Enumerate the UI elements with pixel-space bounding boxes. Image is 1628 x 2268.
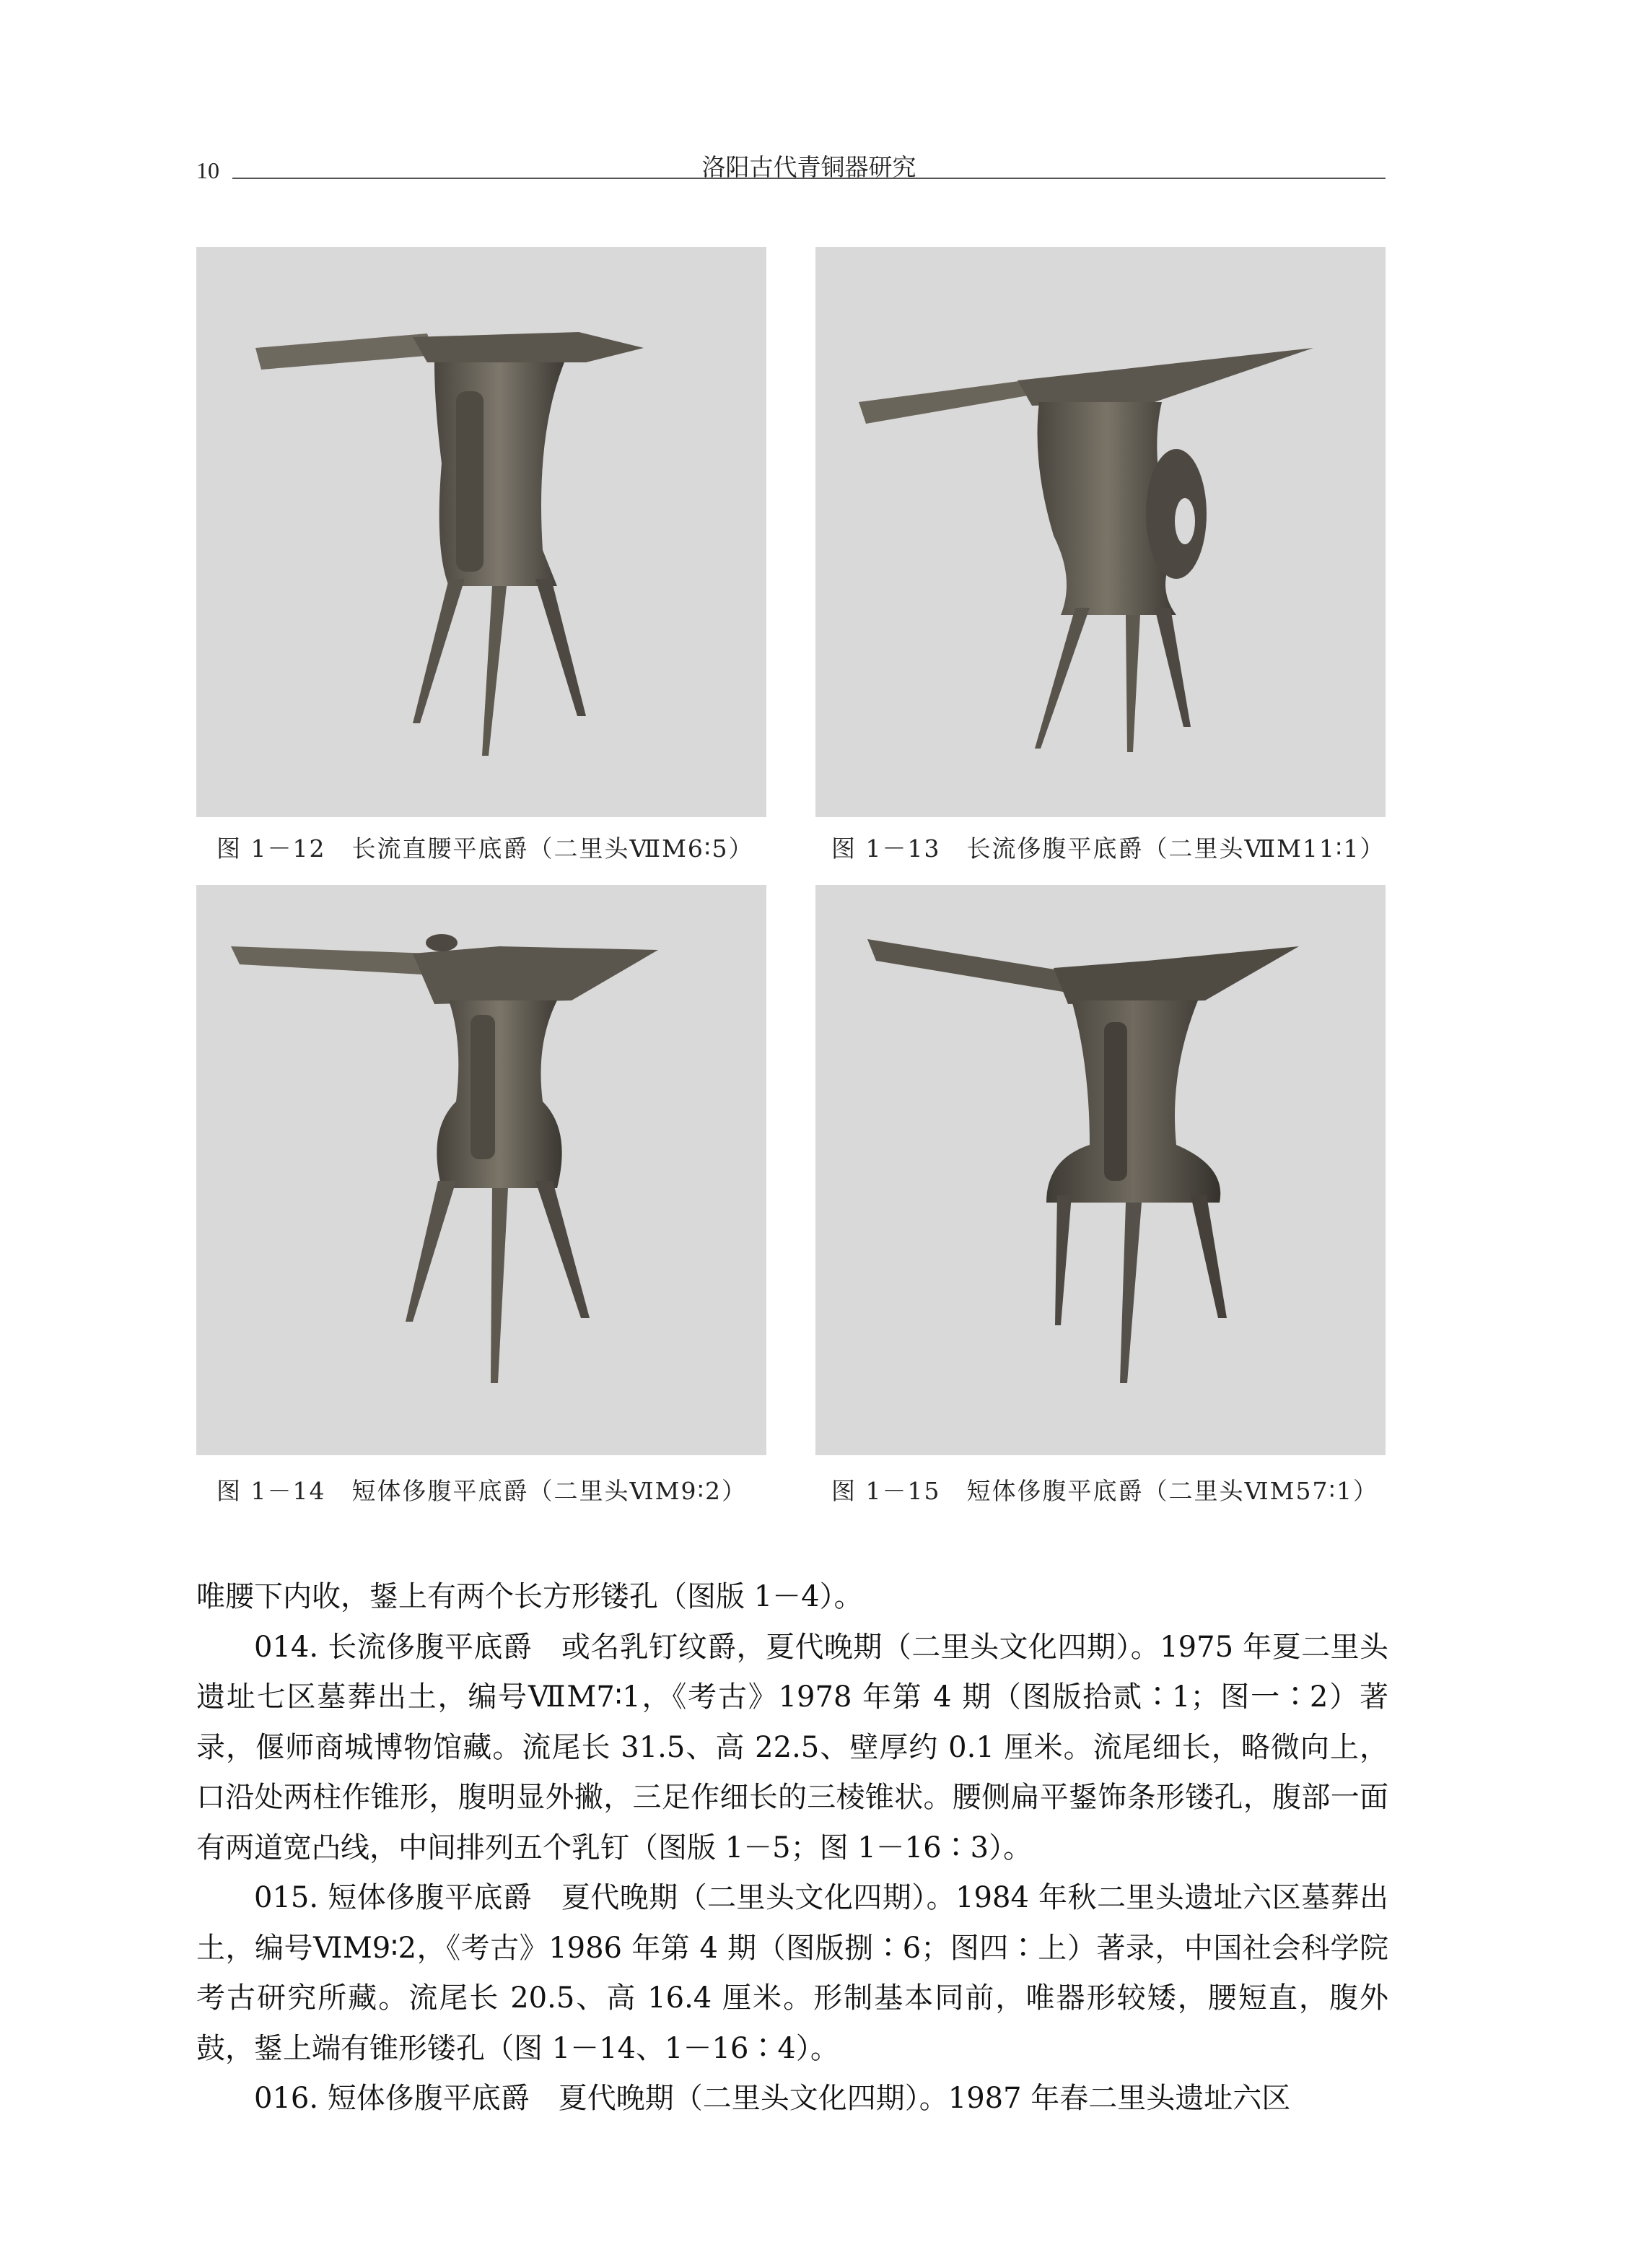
figure-1-13-caption	[831, 830, 1452, 864]
figure-1-12-caption	[216, 830, 837, 864]
figure-1-12-photo	[196, 247, 766, 817]
figure-title: 长流直腰平底爵（二里头ⅦM6∶5）	[351, 834, 754, 863]
running-title: 洛阳古代青铜器研究	[701, 153, 916, 181]
paragraph: 016. 短体侈腹平底爵 夏代晚期（二里头文化四期）。1987 年春二里头遗址六区	[254, 2082, 1291, 2115]
figure-1-13-photo	[815, 247, 1386, 817]
figure-1-14-photo	[196, 885, 766, 1455]
figure-number: 图 1－14	[216, 1477, 326, 1505]
figure-number: 图 1－15	[831, 1477, 941, 1505]
jue-vessel-illustration	[815, 885, 1386, 1455]
jue-vessel-illustration	[196, 885, 766, 1455]
jue-vessel-illustration	[196, 247, 766, 817]
figure-number: 图 1－12	[216, 834, 326, 863]
figure-1-15-photo	[815, 885, 1386, 1455]
header-rule	[232, 178, 1386, 179]
paragraph: 014. 长流侈腹平底爵 或名乳钉纹爵，夏代晚期（二里头文化四期）。1975 年夏二里头遗址七区墓葬出土，编号ⅦM7∶1，《考古》1978 年第 4 期（图版拾贰∶1；图一∶2）著录，偃师商城博物馆藏。流尾长 31.5、高 22.5、壁厚约 0.1 厘米。流尾细长，略微向上，口沿处两柱作锥形，腹明显外撇，三足作细长的三棱锥状。腰侧扁平鋬饰条形镂孔，腹部一面有两道宽凸线，中间排列五个乳钉（图版 1－5；图 1－16∶3）。	[196, 1630, 1388, 1864]
figure-title: 短体侈腹平底爵（二里头ⅥM57∶1）	[966, 1477, 1379, 1505]
figure-number: 图 1－13	[831, 834, 941, 863]
figure-1-14-caption	[216, 1473, 837, 1506]
figure-title: 长流侈腹平底爵（二里头ⅦM11∶1）	[966, 834, 1386, 863]
paragraph: 唯腰下内收，鋬上有两个长方形镂孔（图版 1－4）。	[196, 1580, 863, 1613]
body-text	[196, 1572, 1388, 2124]
figure-1-15-caption	[831, 1473, 1452, 1506]
paragraph: 015. 短体侈腹平底爵 夏代晚期（二里头文化四期）。1984 年秋二里头遗址六区墓葬出土，编号ⅥM9∶2，《考古》1986 年第 4 期（图版捌∶6；图四∶上）著录，中国社会科学院考古研究所藏。流尾长 20.5、高 16.4 厘米。形制基本同前，唯器形较矮，腰短直，腹外鼓，鋬上端有锥形镂孔（图 1－14、1－16∶4）。	[196, 1881, 1388, 2065]
figure-title: 短体侈腹平底爵（二里头ⅥM9∶2）	[351, 1477, 748, 1505]
page-number: 10	[196, 157, 219, 183]
jue-vessel-illustration	[815, 247, 1386, 817]
